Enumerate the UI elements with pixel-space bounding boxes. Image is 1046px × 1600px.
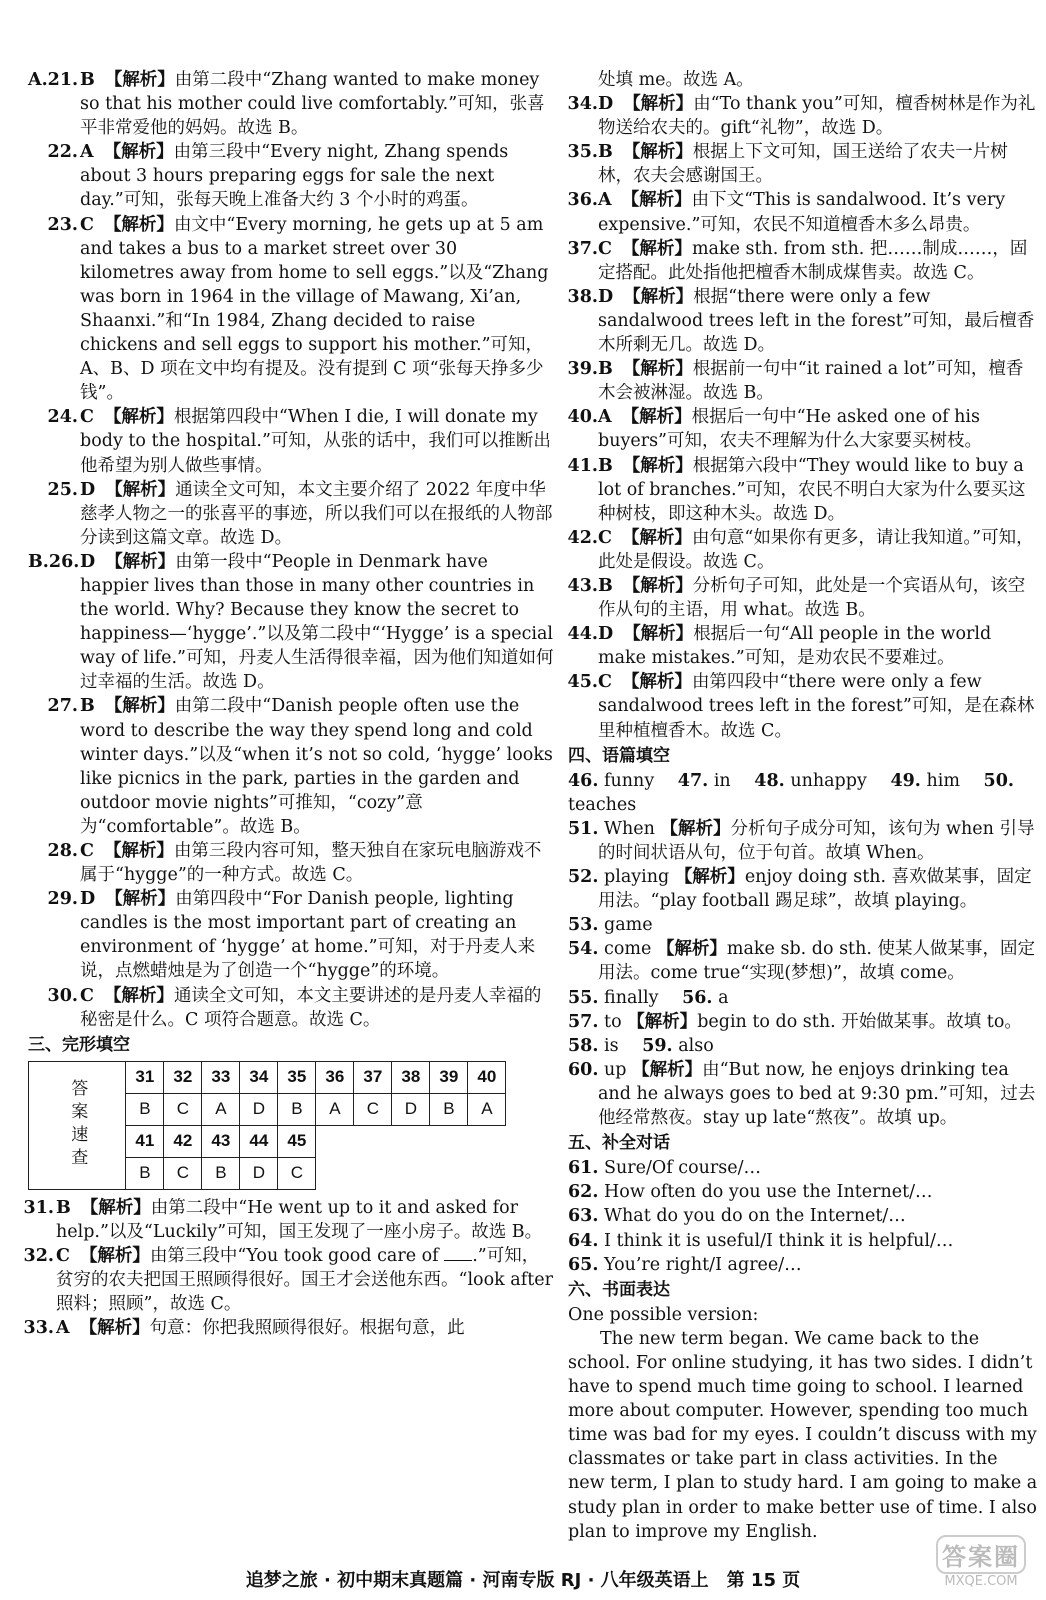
grid-answer: C <box>278 1157 316 1189</box>
question-number: 32. <box>23 1246 54 1267</box>
answer-grid <box>28 1061 506 1190</box>
answer-29 <box>47 887 554 983</box>
answer-letter: B <box>80 70 95 90</box>
section-b-number: B.26. <box>28 551 80 572</box>
analysis-tag: 【解析】 <box>622 455 693 476</box>
grid-question: 38 <box>392 1061 430 1093</box>
grid-answer: B <box>278 1093 316 1125</box>
section-title-cloze: 三、完形填空 <box>28 1034 130 1055</box>
grid-question: 33 <box>202 1061 240 1093</box>
question-number: 25. <box>47 479 78 500</box>
answer-letter: B <box>598 455 613 476</box>
question-number: 22. <box>47 142 78 163</box>
analysis-tag: 【解析】 <box>79 1318 150 1339</box>
grid-answer: B <box>430 1093 468 1125</box>
analysis-tag: 【解析】 <box>104 696 175 717</box>
answer-letter: C <box>598 672 612 693</box>
grid-answer: B <box>126 1093 164 1125</box>
answer-38 <box>568 285 1038 357</box>
answer-letter: B <box>598 575 613 596</box>
question-number: 43. <box>567 575 598 596</box>
model-essay <box>568 1303 1038 1544</box>
question-number: 27. <box>47 696 78 717</box>
analysis-text: make sth. from sth. 把……制成……，固定搭配。此处指他把檀香木制成煤售卖。故选 C。 <box>598 238 1028 283</box>
answer-letter: B <box>56 1197 71 1218</box>
analysis-tag: 【解析】 <box>103 841 174 861</box>
answer-36 <box>568 188 1038 236</box>
answer-40 <box>568 405 1038 453</box>
answer-54: 54. come 【解析】make sb. do sth. 使某人做某事，固定用法。come true“实现(梦想)”，故填 come。 <box>568 939 1035 984</box>
grid-question: 42 <box>164 1125 202 1157</box>
question-number: 41. <box>567 455 598 476</box>
analysis-tag: 【解析】 <box>622 359 693 380</box>
answer-letter: D <box>80 479 96 500</box>
answer-letter: C <box>80 985 94 1006</box>
blank-line <box>444 1260 472 1261</box>
question-number: 39. <box>567 359 598 380</box>
analysis-text: 根据“there were only a few sandalwood trees left in the forest”可知，最后檀香木所剩无几。故选 D。 <box>598 286 1035 356</box>
answer-letter: D <box>80 551 96 572</box>
answer-30 <box>47 984 554 1032</box>
answer-22 <box>47 140 554 212</box>
answer-51: 51. When 【解析】分析句子成分可知，该句为 when 引导的时间状语从句，位于句首。故填 When。 <box>568 818 1035 863</box>
analysis-tag: 【解析】 <box>79 1246 150 1267</box>
analysis-tag: 【解析】 <box>103 142 174 163</box>
answer-39 <box>568 357 1038 405</box>
answer-letter: D <box>598 94 614 115</box>
analysis-tag: 【解析】 <box>623 94 694 115</box>
analysis-text: .”可知，贫穷的农夫把国王照顾得很好。国王才会送他东西。“look after 照料；照顾”，故选 C。 <box>56 1246 553 1315</box>
analysis-text: 根据第六段中“They would like to buy a lot of branches.”可知，农民不明白大家为什么要买这种树枝，即这种木头。故选 D。 <box>598 455 1026 524</box>
answer-64: 64. I think it is useful/I think it is helpful/… <box>568 1230 954 1251</box>
analysis-text: 由文中“Every morning, he gets up at 5 am and takes a bus to a market street over 30 kilometres away from home to sell eggs.”以及“Zhang was born in 1964 in the village of Mawang, Xi’an, Shaanxi.”和“In 1984, Zhang decided to raise chickens and sell eggs to support his mother.”可知，A、B、D 项在文中均有提及。没有提到 C 项“张每天挣多少钱”。 <box>80 214 549 404</box>
answer-letter: C <box>80 407 94 428</box>
analysis-text: 由“To thank you”可知，檀香树林是作为礼物送给农夫的。gift“礼物”，故选 D。 <box>598 94 1036 139</box>
analysis-tag: 【解析】 <box>105 479 176 500</box>
answer-letter: D <box>598 624 614 645</box>
analysis-text: 由第三段内容可知，整天独自在家玩电脑游戏不属于“hygge”的一种方式。故选 C。 <box>80 841 542 886</box>
grid-question: 36 <box>316 1061 354 1093</box>
answer-42 <box>568 526 1038 574</box>
analysis-tag: 【解析】 <box>621 407 692 428</box>
answer-45 <box>568 670 1038 742</box>
answer-53: 53. game <box>568 915 653 936</box>
question-number: 42. <box>567 527 598 548</box>
analysis-tag: 【解析】 <box>623 286 694 307</box>
answer-letter: C <box>598 238 612 259</box>
question-number: 38. <box>567 286 598 307</box>
analysis-tag: 【解析】 <box>80 1197 151 1218</box>
analysis-text: 根据第四段中“When I die, I will donate my body to the hospital.”可知，从张的话中，我们可以推断出他希望为别人做些事情。 <box>80 407 551 476</box>
answer-letter: D <box>80 889 96 910</box>
question-number: 24. <box>47 407 78 428</box>
answer-letter: D <box>598 286 614 307</box>
left-column <box>23 68 554 1340</box>
analysis-text: 句意：你把我照顾得很好。根据句意，此 <box>149 1318 465 1339</box>
answer-letter: A <box>80 142 94 163</box>
answer-34 <box>568 92 1038 140</box>
grid-answer: C <box>354 1093 392 1125</box>
grid-question: 40 <box>468 1061 506 1093</box>
answer-44 <box>568 622 1038 670</box>
analysis-text: 由第四段中“For Danish people, lighting candles is the most important part of creating an environment of ‘hygge’ at home.”可知，对于丹麦人来说，点燃蜡烛是为了创造一个“hygge”的环境。 <box>80 889 536 982</box>
answer-letter: B <box>80 696 95 717</box>
answer-letter: C <box>598 527 612 548</box>
answer-letter: A <box>56 1318 70 1339</box>
answer-letter: B <box>598 142 613 163</box>
analysis-tag: 【解析】 <box>622 142 693 163</box>
question-number: 44. <box>567 624 598 645</box>
question-number: 34. <box>567 94 598 115</box>
grid-question: 41 <box>126 1125 164 1157</box>
answer-grid-header: 答案速查 <box>29 1061 126 1189</box>
question-number: 31. <box>23 1197 54 1218</box>
answer-letter: B <box>598 359 613 380</box>
answer-37 <box>568 237 1038 285</box>
grid-question: 34 <box>240 1061 278 1093</box>
section-title-dialogue: 五、补全对话 <box>568 1133 670 1154</box>
analysis-text: 由第一段中“People in Denmark have happier lives than those in many other countries in the world. Why? Because they know the secret to happiness—‘hygge’.”以及第二段中“‘Hygge’ is a special way of life.”可知，丹麦人生活得很幸福，因为他们知道如何过幸福的生活。故选 D。 <box>80 551 554 693</box>
analysis-text: 由第二段中“Danish people often use the word to describe the way they spend long and cold winter days.”以及“when it’s not so cold, ‘hygge’ looks like picnics in the park, parties in the garden and outdoor movie nights”可推知，“cozy”意为“comfortable”。故选 B。 <box>80 696 553 837</box>
page-footer: 追梦之旅 · 初中期末真题篇 · 河南专版 RJ · 八年级英语上 第 15 页 <box>245 1570 801 1591</box>
question-number: 36. <box>567 190 598 211</box>
analysis-tag: 【解析】 <box>104 70 175 90</box>
answer-31 <box>23 1196 554 1244</box>
section-title-writing: 六、书面表达 <box>568 1279 670 1300</box>
question-number: 29. <box>47 889 78 910</box>
analysis-text: 由第四段中“there were only a few sandalwood trees left in the forest”可知，是在森林里种植檀香木。故选 C。 <box>598 672 1035 741</box>
analysis-text: 根据前一句中“it rained a lot”可知，檀香木会被淋湿。故选 B。 <box>598 359 1024 404</box>
analysis-tag: 【解析】 <box>622 575 693 596</box>
analysis-tag: 【解析】 <box>103 214 174 235</box>
analysis-tag: 【解析】 <box>103 407 174 428</box>
analysis-text: 根据上下文可知，国王送给了农夫一片树林，农夫会感谢国王。 <box>598 142 1008 187</box>
essay-intro: One possible version: <box>568 1304 759 1325</box>
answer-62: 62. How often do you use the Internet/… <box>568 1182 933 1203</box>
question-number: 40. <box>567 407 598 428</box>
answer-61: 61. Sure/Of course/… <box>568 1158 762 1179</box>
essay-body: The new term began. We came back to the school. For online studying, it has two sides. I didn’t have to spend much time going to school. I learned more about computer. However, spending too much time was bad for my eyes. I couldn’t discuss with my classmates or take part in class activities. In the new term, I plan to study hard. I am going to make a study plan in order to make better use of time. I also plan to improve my English. <box>568 1328 1038 1542</box>
question-number: 33. <box>23 1318 54 1339</box>
analysis-text: 根据后一句中“He asked one of his buyers”可知，农夫不理解为什么大家要买树枝。 <box>598 407 983 452</box>
answer-28 <box>47 839 554 887</box>
analysis-text: 由第三段中“You took good care of <box>149 1246 445 1267</box>
section-a-number: A.21. <box>28 70 79 90</box>
answer-26 <box>28 550 554 695</box>
grid-answer: A <box>468 1093 506 1125</box>
analysis-text: 分析句子可知，此处是一个宾语从句，该空作从句的主语，用 what。故选 B。 <box>598 575 1026 621</box>
analysis-text: 根据后一句“All people in the world make mistakes.”可知，是劝农民不要难过。 <box>598 624 992 669</box>
answer-letter: C <box>80 841 94 861</box>
answers-58-59: 58. is 59. also <box>568 1035 714 1056</box>
question-number: 35. <box>567 142 598 163</box>
answer-24 <box>47 405 554 477</box>
grid-answer: A <box>202 1093 240 1125</box>
answers-55-56: 55. finally 56. a <box>568 987 729 1008</box>
analysis-tag: 【解析】 <box>621 672 692 693</box>
answer-letter: C <box>80 214 94 235</box>
watermark-logo: 答案圈 MXQE.COM <box>936 1535 1026 1595</box>
grid-question: 32 <box>164 1061 202 1093</box>
analysis-tag: 【解析】 <box>103 985 174 1006</box>
grid-answer: C <box>164 1157 202 1189</box>
grid-question: 31 <box>126 1061 164 1093</box>
analysis-text: 通读全文可知，本文主要介绍了 2022 年度中华慈孝人物之一的张喜平的事迹，所以我们可以在报纸的人物部分读到这篇文章。故选 D。 <box>80 479 553 548</box>
answer-33-continued: 处填 me。故选 A。 <box>598 70 754 90</box>
grid-answer: D <box>240 1093 278 1125</box>
answer-43 <box>568 574 1038 622</box>
analysis-tag: 【解析】 <box>623 624 694 645</box>
analysis-text: 由下文“This is sandalwood. It’s very expensive.”可知，农民不知道檀香木多么昂贵。 <box>598 190 1006 235</box>
grid-question: 45 <box>278 1125 316 1157</box>
analysis-tag: 【解析】 <box>105 551 176 572</box>
analysis-text: 由第二段中“He went up to it and asked for help.”以及“Luckily”可知，国王发现了一座小房子。故选 B。 <box>56 1197 543 1242</box>
question-number: 37. <box>567 238 598 259</box>
answer-letter: A <box>598 407 612 428</box>
answer-63: 63. What do you do on the Internet/… <box>568 1206 906 1227</box>
question-number: 30. <box>47 985 78 1006</box>
answer-letter: A <box>598 190 612 211</box>
answer-41 <box>568 454 1038 526</box>
answer-32 <box>23 1244 554 1316</box>
question-number: 23. <box>47 214 78 235</box>
question-number: 45. <box>567 672 598 693</box>
analysis-text: 通读全文可知，本文主要讲述的是丹麦人幸福的秘密是什么。C 项符合题意。故选 C。 <box>80 985 542 1030</box>
grid-answer: C <box>164 1093 202 1125</box>
answer-35 <box>568 140 1038 188</box>
grid-answer: D <box>392 1093 430 1125</box>
analysis-tag: 【解析】 <box>105 889 176 910</box>
answer-21 <box>28 68 554 140</box>
question-number: 28. <box>47 841 78 861</box>
answer-letter: C <box>56 1246 70 1267</box>
answer-57: 57. to 【解析】begin to do sth. 开始做某事。故填 to。 <box>568 1011 1022 1032</box>
answer-33 <box>23 1316 554 1340</box>
grid-answer: B <box>126 1157 164 1189</box>
analysis-text: 由第三段中“Every night, Zhang spends about 3 hours preparing eggs for sale the next day.”可知，张每天晚上准备大约 3 个小时的鸡蛋。 <box>80 142 509 211</box>
analysis-tag: 【解析】 <box>621 238 692 259</box>
analysis-text: 由句意“如果你有更多，请让我知道。”可知，此处是假设。故选 C。 <box>598 527 1034 572</box>
section-title-passage-fill: 四、语篇填空 <box>568 745 670 766</box>
answer-27 <box>47 694 554 839</box>
grid-answer: B <box>202 1157 240 1189</box>
grid-answer: A <box>316 1093 354 1125</box>
answer-65: 65. You’re right/I agree/… <box>568 1254 802 1275</box>
grid-answer: D <box>240 1157 278 1189</box>
answers-46-50: 46. funny 47. in 48. unhappy 49. him 50. teaches <box>568 770 1014 815</box>
answer-52: 52. playing 【解析】enjoy doing sth. 喜欢做某事，固定用法。“play football 踢足球”，故填 playing。 <box>568 867 1032 912</box>
grid-question: 37 <box>354 1061 392 1093</box>
answer-60: 60. up 【解析】由“But now, he enjoys drinking tea and he always goes to bed at 9:30 pm.”可知，过去他经常熬夜。stay up late“熬夜”。故填 up。 <box>568 1059 1036 1129</box>
grid-question: 35 <box>278 1061 316 1093</box>
analysis-text: 由第二段中“Zhang wanted to make money so that his mother could live comfortably.”可知，张喜平非常爱他的妈妈。故选 B。 <box>80 70 545 139</box>
grid-question: 44 <box>240 1125 278 1157</box>
analysis-tag: 【解析】 <box>621 527 692 548</box>
analysis-tag: 【解析】 <box>621 190 692 211</box>
grid-question: 43 <box>202 1125 240 1157</box>
grid-question: 39 <box>430 1061 468 1093</box>
answer-25 <box>47 478 554 550</box>
right-column <box>568 68 1038 1544</box>
answer-23 <box>47 213 554 406</box>
